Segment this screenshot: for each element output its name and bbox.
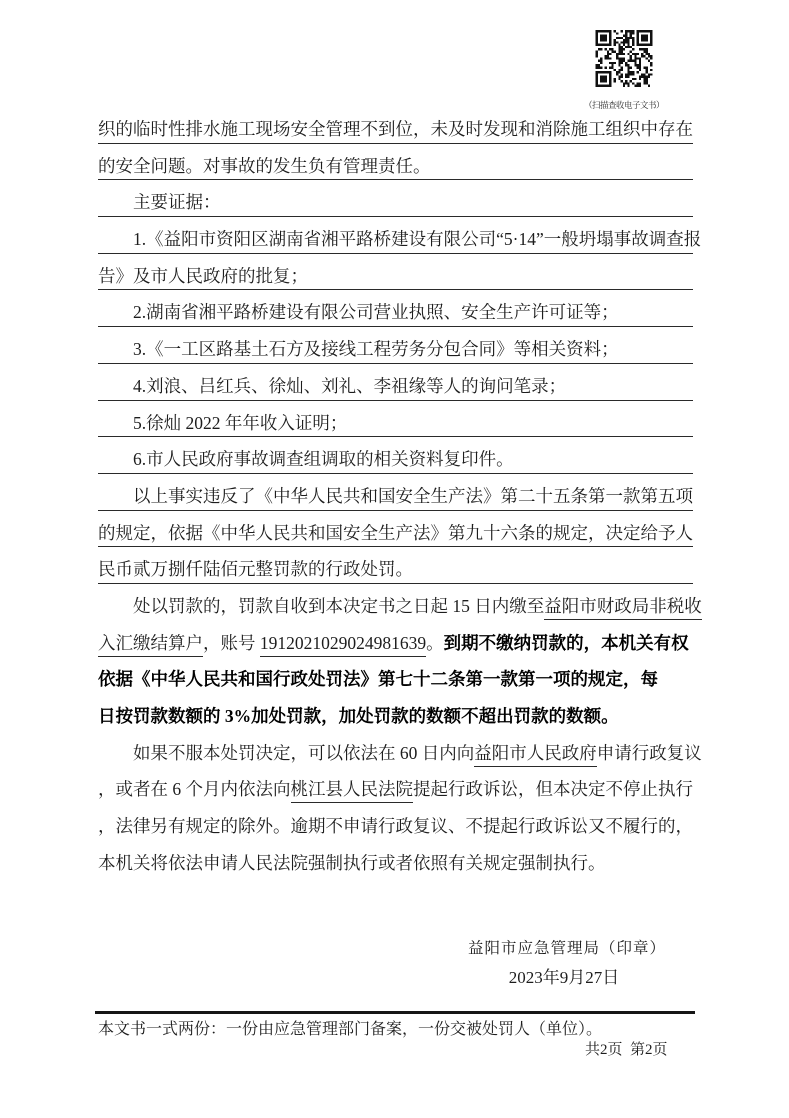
- document-line: [98, 551, 693, 588]
- document-line: [98, 661, 693, 698]
- text-run: 5.徐灿 2022 年年收入证明；: [133, 412, 348, 433]
- document-line: [98, 478, 693, 515]
- signature-authority: 益阳市应急管理局（印章）: [468, 940, 667, 957]
- underlined-text: 入汇缴结算户: [98, 633, 203, 657]
- text-run: 本机关将依法申请人民法院强制执行或者依照有关规定强制执行。: [98, 852, 606, 873]
- text-run: ，法律另有规定的除外。逾期不申请行政复议、不提起行政诉讼又不履行的，: [98, 816, 693, 837]
- bold-text: 到期不缴纳罚款的，本机关有权: [443, 632, 689, 653]
- footer-note: 本文书一式两份：一份由应急管理部门备案，一份交被处罚人（单位）。: [98, 1021, 603, 1038]
- bold-text: 依据《中华人民共和国行政处罚法》第七十二条第一款第一项的规定，每: [98, 669, 658, 690]
- qr-block: [577, 30, 671, 111]
- text-run: ，或者在 6 个月内依法向: [98, 779, 291, 800]
- text-run: 3.《一工区路基土石方及接线工程劳务分包合同》等相关资料；: [133, 339, 619, 360]
- text-run: 2.湖南省湘平路桥建设有限公司营业执照、安全生产许可证等；: [133, 302, 619, 323]
- bold-text: 日按罚款数额的 3%加处罚款，加处罚款的数额不超出罚款的数额。: [98, 706, 619, 726]
- signature-date: 2023年9月27日: [508, 968, 620, 987]
- qr-code-icon: [595, 30, 653, 87]
- document-line: [98, 294, 693, 331]
- document-line: [98, 771, 693, 808]
- document-line: [98, 698, 693, 735]
- text-run: ，账号: [203, 632, 260, 653]
- footer-divider: [95, 1011, 695, 1014]
- document-line: [98, 845, 693, 882]
- text-run: 以上事实违反了《中华人民共和国安全生产法》第二十五条第一款第五项: [133, 485, 693, 506]
- text-run: 主要证据：: [133, 192, 221, 213]
- document-line: [98, 111, 693, 148]
- document-line: [98, 625, 693, 662]
- text-run: 。: [426, 632, 444, 653]
- underlined-text: 益阳市财政局非税收: [544, 596, 702, 620]
- document-line: [98, 331, 693, 368]
- text-run: 的安全问题。对事故的发生负有管理责任。: [98, 155, 431, 176]
- document-line: [98, 368, 693, 405]
- text-run: 4.刘浪、吕红兵、徐灿、刘礼、李祖缘等人的询问笔录；: [133, 375, 567, 396]
- text-run: 1.《益阳市资阳区湖南省湘平路桥建设有限公司“5·14”一般坍塌事故调查报: [133, 229, 702, 250]
- document-line: [98, 221, 702, 258]
- document-line: [98, 441, 693, 478]
- qr-caption: （扫描查收电子文书）: [583, 100, 664, 110]
- document-body: [98, 111, 702, 881]
- underlined-text: 桃江县人民法院: [291, 779, 414, 803]
- text-run: 民币贰万捌仟陆佰元整罚款的行政处罚。: [98, 559, 413, 580]
- text-run: 提起行政诉讼，但本决定不停止执行: [413, 779, 693, 800]
- document-line: [98, 515, 693, 552]
- document-line: [98, 258, 693, 295]
- text-run: 6.市人民政府事故调查组调取的相关资料复印件。: [133, 449, 514, 470]
- underlined-text: 益阳市人民政府: [474, 743, 597, 767]
- document-line: [98, 588, 702, 625]
- text-run: 处以罚款的，罚款自收到本决定书之日起 15 日内缴至: [133, 595, 545, 616]
- text-run: 告》及市人民政府的批复；: [98, 265, 308, 286]
- page-indicator: 共2页 第2页: [585, 1042, 668, 1058]
- underlined-text: 1912021029024981639: [260, 633, 426, 657]
- text-run: 的规定，依据《中华人民共和国安全生产法》第九十六条的规定，决定给予人: [98, 522, 693, 543]
- document-line: [98, 184, 693, 221]
- document-line: [98, 405, 693, 442]
- text-run: 如果不服本处罚决定，可以依法在 60 日内向: [133, 742, 475, 763]
- text-run: 织的临时性排水施工现场安全管理不到位，未及时发现和消除施工组织中存在: [98, 119, 693, 139]
- document-line: [98, 735, 702, 772]
- document-line: [98, 148, 693, 185]
- text-run: 申请行政复议: [596, 742, 702, 763]
- document-line: [98, 808, 693, 845]
